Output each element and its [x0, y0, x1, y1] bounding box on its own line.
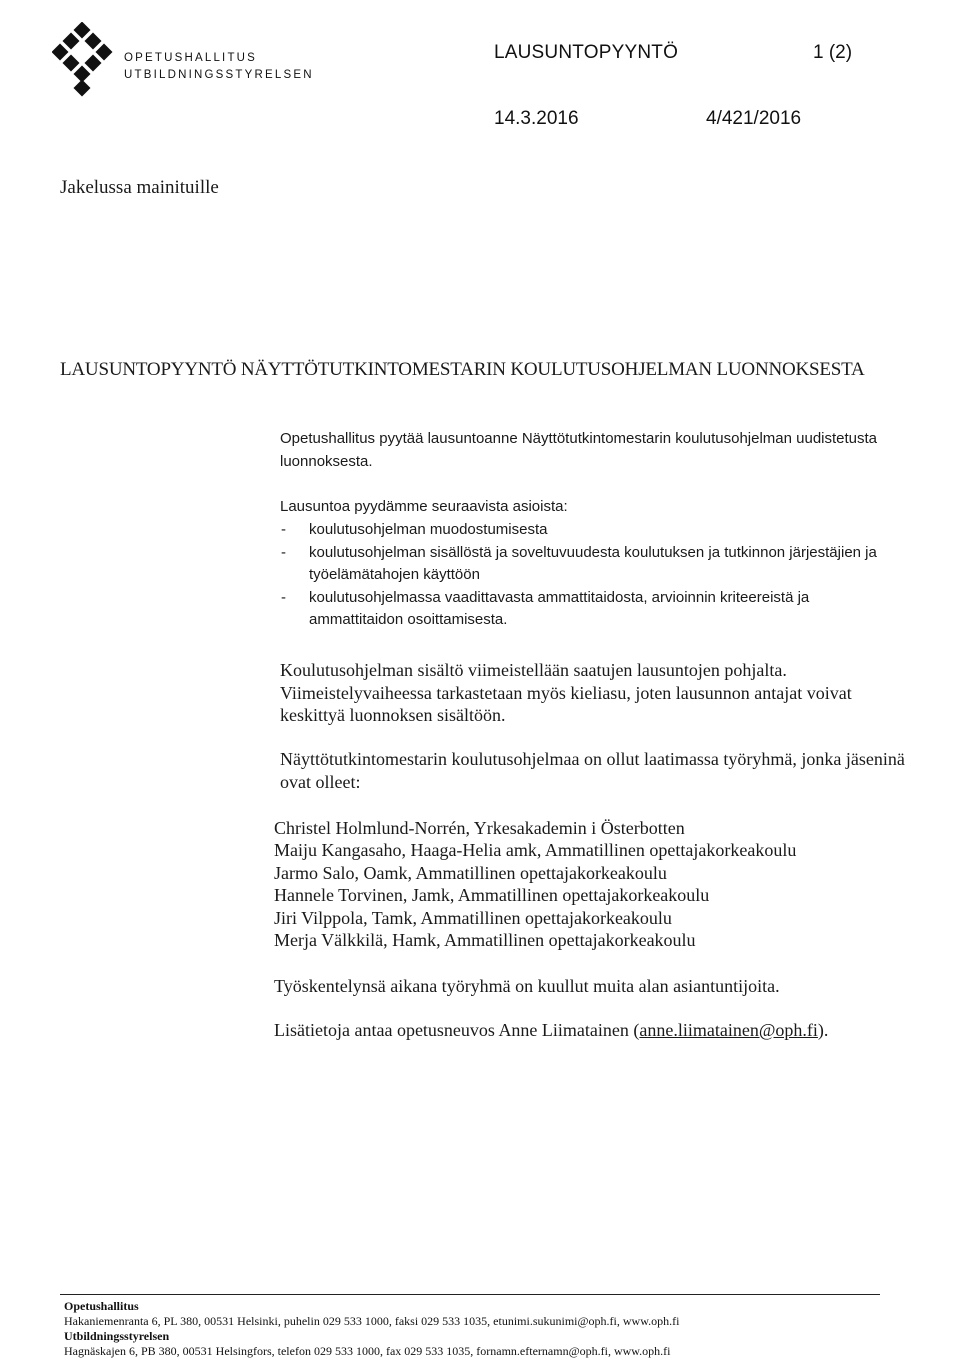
topics-intro: Lausuntoa pyydämme seuraavista asioista: [280, 498, 568, 515]
document-date: 14.3.2016 [494, 108, 579, 129]
finalization-paragraph: Koulutusohjelman sisältö viimeistellään saatujen lausuntojen pohjalta. Viimeistelyvaiheessa tarkastetaan myös kieliasu, joten lausunnon antajat voivat keskittyä luonnoksen sisältöön. [280, 660, 852, 725]
experts-paragraph: Työskentelynsä aikana työryhmä on kuullut muita alan asiantuntijoita. [274, 976, 780, 996]
contact-prefix: Lisätietoja antaa opetusneuvos Anne Liimatainen ( [274, 1020, 640, 1040]
recipient-line: Jakelussa mainituille [60, 177, 219, 198]
logo-diamond [74, 80, 91, 97]
member-item: Jiri Vilppola, Tamk, Ammatillinen opettajakorkeakoulu [274, 907, 672, 928]
footer-address-swedish: Hagnäskajen 6, PB 380, 00531 Helsingfors, telefon 029 533 1000, fax 029 533 1035, fornamn.efternamn@oph.fi, www.oph.fi [64, 1344, 671, 1358]
org-name-swedish: UTBILDNINGSSTYRELSEN [124, 69, 314, 81]
logo-diamond [74, 22, 91, 38]
working-group-intro: Näyttötutkintomestarin koulutusohjelmaa on ollut laatimassa työryhmä, jonka jäseninä ovat olleet: [280, 749, 905, 792]
list-item: - koulutusohjelman muodostumisesta [280, 519, 900, 542]
document-number: 4/421/2016 [706, 108, 802, 129]
member-item: Christel Holmlund-Norrén, Yrkesakademin i Österbotten [274, 818, 685, 838]
logo-diamond [52, 44, 68, 61]
working-group-members [274, 817, 796, 951]
logo-diamond [96, 44, 113, 61]
request-paragraph: Opetushallitus pyytää lausuntoanne Näyttötutkintomestarin koulutusohjelman uudistetusta luonnoksesta. [280, 430, 878, 470]
list-item: - koulutusohjelmassa vaadittavasta ammattitaidosta, arvioinnin kriteereistä ja ammattitaidon osoittamisesta. [280, 587, 900, 632]
footer-divider [60, 1294, 880, 1295]
member-item: Maiju Kangasaho, Haaga-Helia amk, Ammatillinen opettajakorkeakoulu [274, 840, 797, 861]
document-title: LAUSUNTOPYYNTÖ NÄYTTÖTUTKINTOMESTARIN KOULUTUSOHJELMAN LUONNOKSESTA [60, 359, 865, 380]
footer-org-finnish: Opetushallitus [64, 1299, 139, 1313]
member-item: Jarmo Salo, Oamk, Ammatillinen opettajakorkeakoulu [274, 862, 667, 883]
contact-paragraph [274, 1020, 828, 1041]
diamond-grid-logo-icon [52, 22, 114, 98]
logo-diamond [63, 33, 80, 50]
topics-list [280, 519, 900, 632]
contact-email-link[interactable]: anne.liimatainen@oph.fi [639, 1020, 818, 1040]
footer-org-swedish: Utbildningsstyrelsen [64, 1329, 170, 1343]
contact-suffix: ). [817, 1020, 829, 1040]
logo-diamond [85, 55, 102, 72]
logo-diamond [85, 33, 102, 50]
page-number: 1 (2) [813, 42, 853, 63]
list-item: - koulutusohjelman sisällöstä ja soveltuvuudesta koulutuksen ja tutkinnon järjestäjien ja työelämätahojen käyttöön [280, 542, 900, 587]
member-item: Merja Välkkilä, Hamk, Ammatillinen opettajakorkeakoulu [274, 930, 696, 951]
document-type: LAUSUNTOPYYNTÖ [494, 42, 679, 63]
footer-address-finnish: Hakaniemenranta 6, PL 380, 00531 Helsinki, puhelin 029 533 1000, faksi 029 533 1035, etunimi.sukunimi@oph.fi, www.oph.fi [64, 1314, 680, 1328]
org-name-finnish: OPETUSHALLITUS [124, 52, 258, 64]
logo-diamond [63, 55, 80, 72]
member-item: Hannele Torvinen, Jamk, Ammatillinen opettajakorkeakoulu [274, 885, 710, 906]
